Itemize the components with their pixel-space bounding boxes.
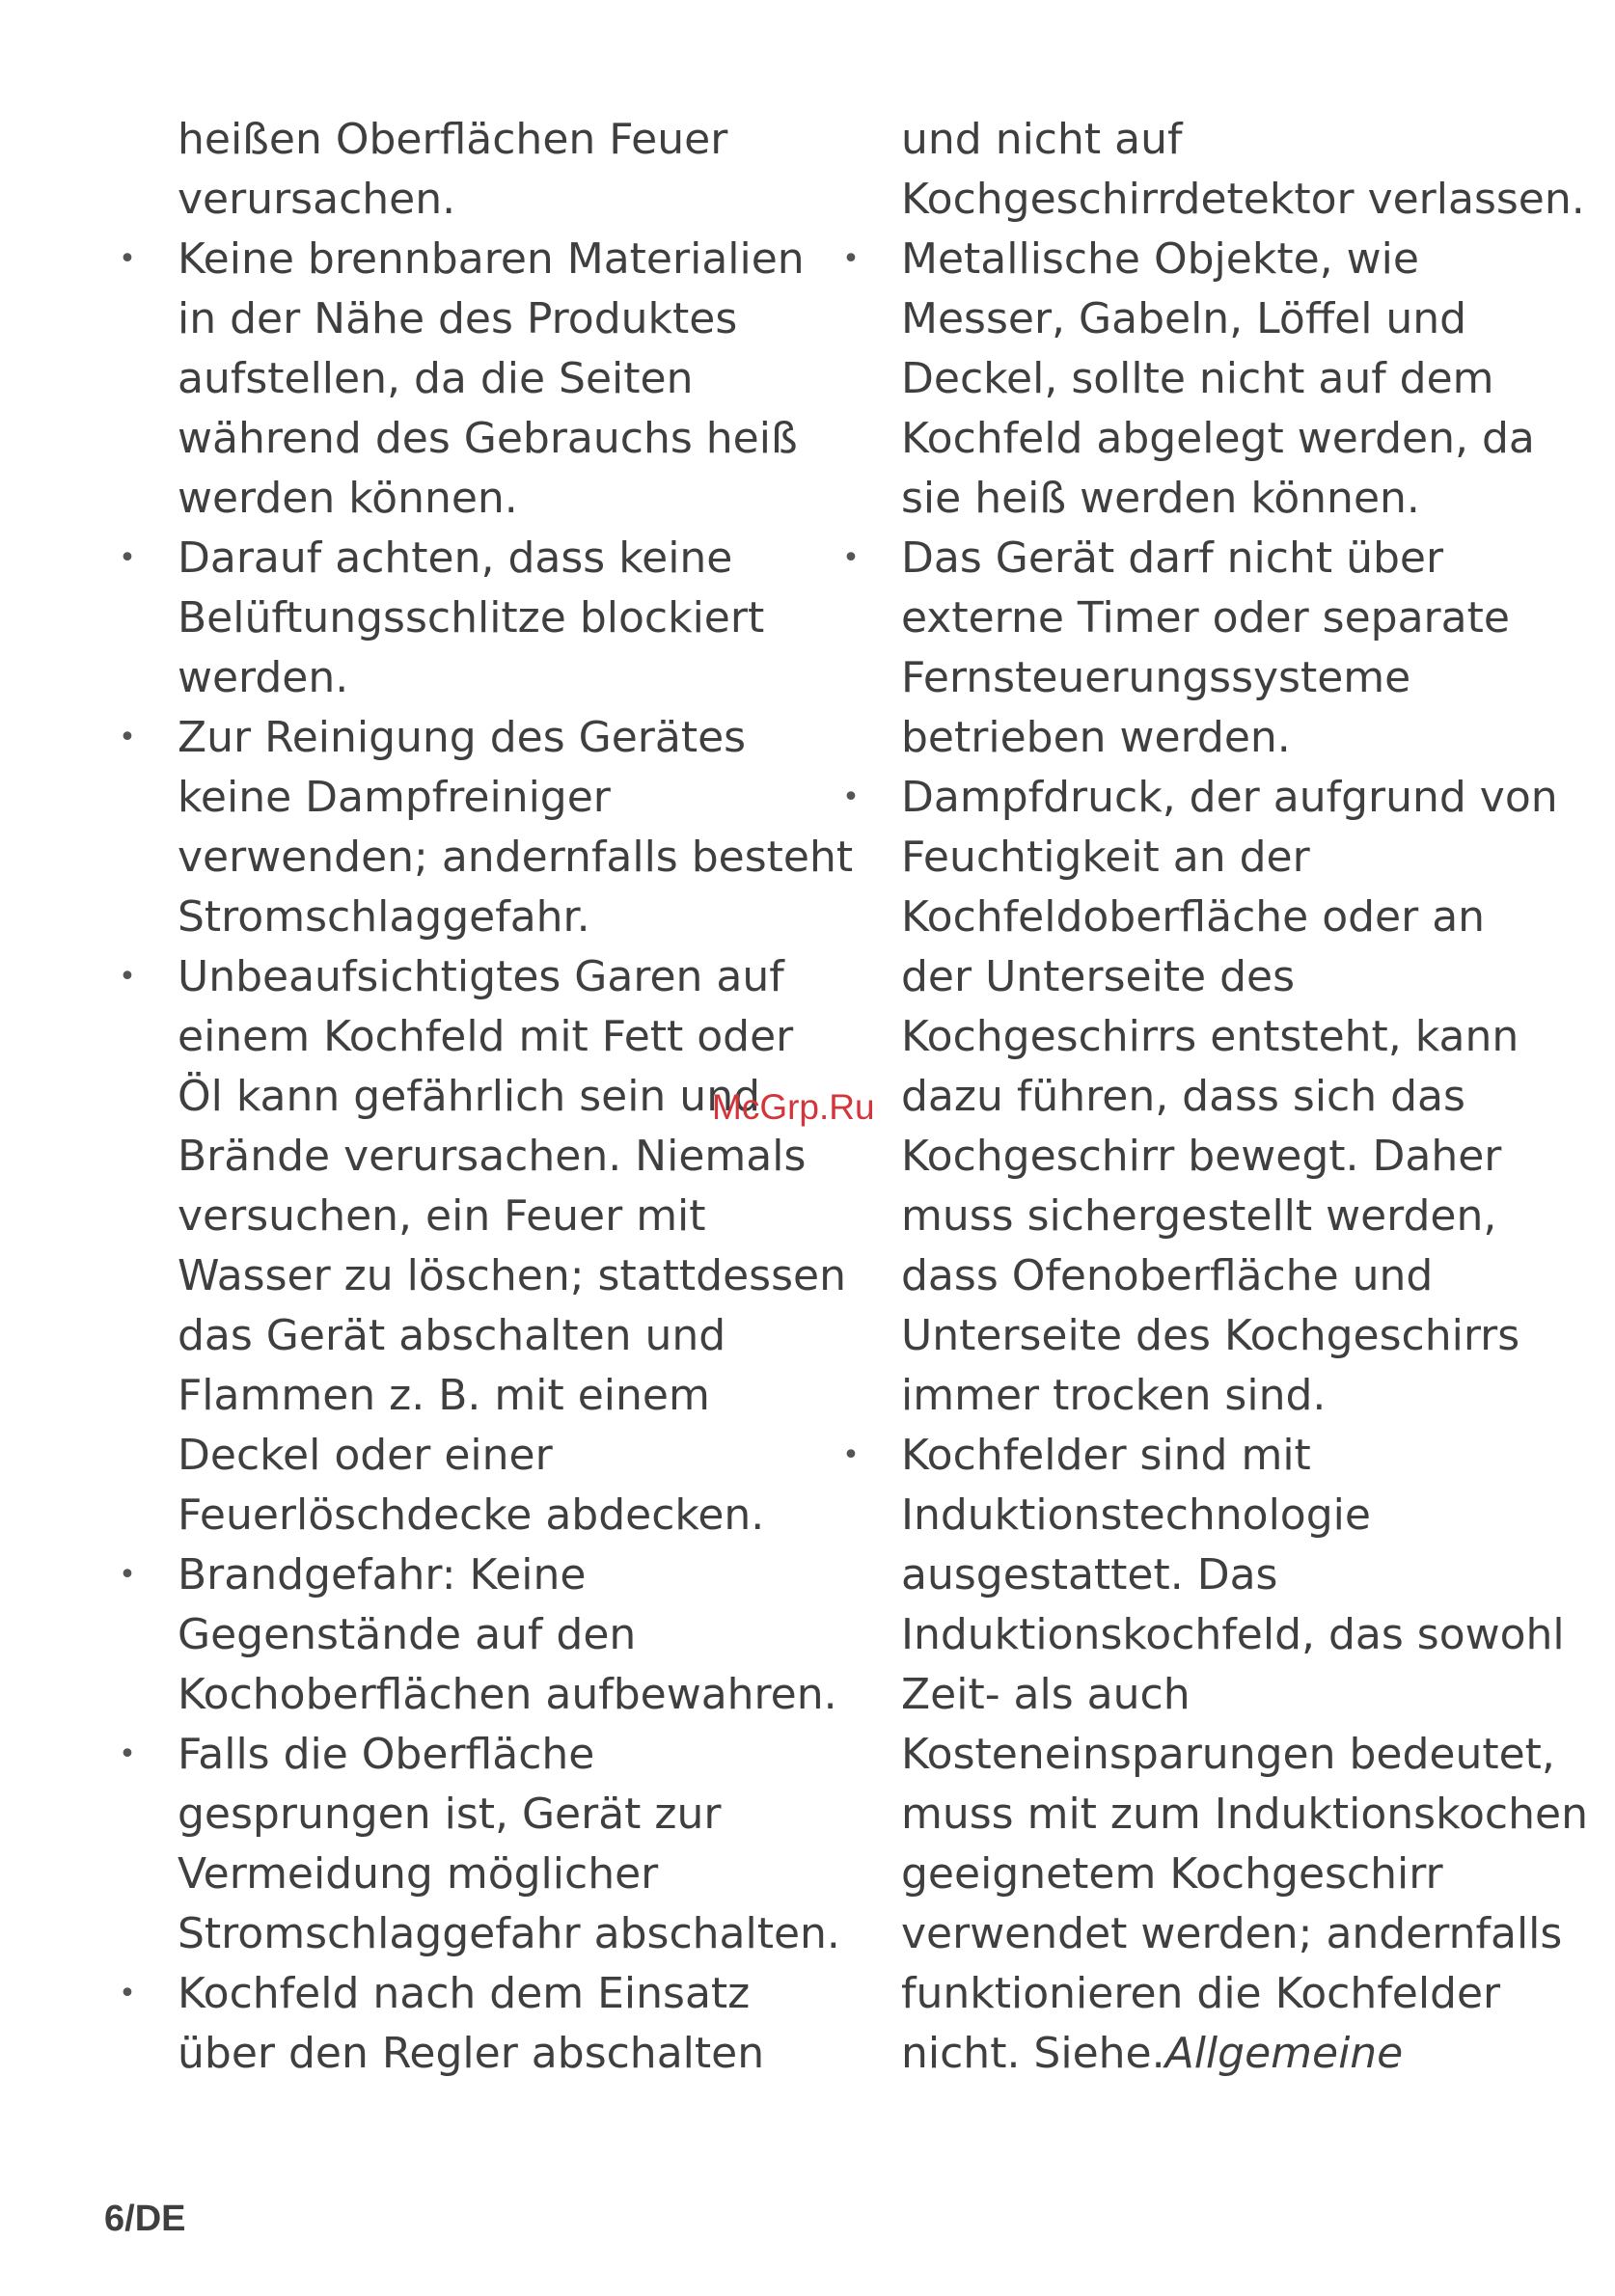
list-item-line: sie heiß werden können. [901, 474, 1420, 523]
list-item-line: während des Gebrauchs heiß [178, 414, 798, 463]
list-item-line: Feuchtigkeit an der [901, 833, 1310, 882]
list-item-line: muss mit zum Induktionskochen [901, 1790, 1588, 1839]
continuation-line: und nicht auf [901, 115, 1183, 164]
list-item-line: Deckel, sollte nicht auf dem [901, 354, 1494, 403]
list-item-line: Kochfeldoberfläche oder an [901, 892, 1486, 942]
list-item-line: werden. [178, 653, 349, 702]
list-item-line: Vermeidung möglicher [178, 1849, 659, 1899]
list-item-line: aufstellen, da die Seiten [178, 354, 694, 403]
page-number: 6/DE [104, 2199, 186, 2239]
list-item-line: Unbeaufsichtigtes Garen auf [178, 952, 784, 1001]
list-item-line: gesprungen ist, Gerät zur [178, 1790, 722, 1839]
bullet-icon: • [119, 960, 136, 994]
list-item-line: Kochoberflächen aufbewahren. [178, 1670, 837, 1719]
list-item-line [901, 2024, 1403, 2084]
list-item-line: Metallische Objekte, wie [901, 234, 1419, 284]
continuation-line: verursachen. [178, 175, 456, 224]
list-item-line: Brandgefahr: Keine [178, 1550, 587, 1599]
bullet-icon: • [119, 1737, 136, 1771]
watermark: McGrp.Ru [712, 1087, 875, 1127]
list-item-line: Feuerlöschdecke abdecken. [178, 1490, 765, 1540]
list-item-line: Kosteneinsparungen bedeutet, [901, 1730, 1555, 1779]
reference-section-title: Allgemeine [1164, 2029, 1404, 2078]
list-item-line: Zur Reinigung des Gerätes [178, 713, 747, 762]
list-item-line: Stromschlaggefahr. [178, 892, 590, 942]
list-item-line: einem Kochfeld mit Fett oder [178, 1012, 794, 1061]
list-item-line: dass Ofenoberfläche und [901, 1251, 1434, 1300]
list-item-line: geeignetem Kochgeschirr [901, 1849, 1443, 1899]
bullet-icon: • [842, 1438, 860, 1472]
continuation-line: Kochgeschirrdetektor verlassen. [901, 175, 1585, 224]
list-item-line: Unterseite des Kochgeschirrs [901, 1311, 1520, 1360]
list-item-line: Deckel oder einer [178, 1431, 553, 1480]
list-item-line: Falls die Oberfläche [178, 1730, 595, 1779]
bullet-icon: • [119, 541, 136, 575]
list-item-line: werden können. [178, 474, 518, 523]
list-item-line: über den Regler abschalten [178, 2029, 765, 2078]
bullet-icon: • [119, 242, 136, 276]
list-item-line: immer trocken sind. [901, 1371, 1327, 1420]
list-item-line: das Gerät abschalten und [178, 1311, 726, 1360]
list-item-line: Fernsteuerungssysteme [901, 653, 1411, 702]
list-item-line: Kochgeschirrs entsteht, kann [901, 1012, 1519, 1061]
list-item-line: funktionieren die Kochfelder [901, 1969, 1501, 2018]
list-item-line: dazu führen, dass sich das [901, 1072, 1465, 1121]
list-item-line: versuchen, ein Feuer mit [178, 1191, 706, 1241]
bullet-icon: • [119, 1558, 136, 1592]
reference-prefix: nicht. Siehe. [901, 2029, 1165, 2078]
list-item-line: Stromschlaggefahr abschalten. [178, 1909, 840, 1958]
list-item-line: Kochfelder sind mit [901, 1431, 1311, 1480]
list-item-line: Induktionstechnologie [901, 1490, 1371, 1540]
list-item-line: Kochgeschirr bewegt. Daher [901, 1132, 1502, 1181]
list-item-line: in der Nähe des Produktes [178, 294, 738, 343]
bullet-icon: • [119, 721, 136, 754]
list-item-line: der Unterseite des [901, 952, 1296, 1001]
bullet-icon: • [842, 242, 860, 276]
list-item-line: Kochfeld abgelegt werden, da [901, 414, 1535, 463]
list-item-line: Flammen z. B. mit einem [178, 1371, 710, 1420]
list-item-line: betrieben werden. [901, 713, 1291, 762]
list-item-line: Gegenstände auf den [178, 1610, 637, 1659]
list-item-line: Kochfeld nach dem Einsatz [178, 1969, 751, 2018]
list-item-line: Öl kann gefährlich sein und [178, 1072, 761, 1121]
list-item-line: Keine brennbaren Materialien [178, 234, 805, 284]
list-item-line: Dampfdruck, der aufgrund von [901, 773, 1558, 822]
list-item-line: verwenden; andernfalls besteht [178, 833, 854, 882]
list-item-line: externe Timer oder separate [901, 593, 1510, 642]
list-item-line: ausgestattet. Das [901, 1550, 1278, 1599]
bullet-icon: • [119, 1977, 136, 2010]
continuation-line: heißen Oberflächen Feuer [178, 115, 728, 164]
list-item-line: Wasser zu löschen; stattdessen [178, 1251, 846, 1300]
bullet-icon: • [842, 780, 860, 814]
list-item-line: Belüftungsschlitze blockiert [178, 593, 765, 642]
list-item-line: keine Dampfreiniger [178, 773, 611, 822]
list-item-line: Brände verursachen. Niemals [178, 1132, 807, 1181]
list-item-line: Das Gerät darf nicht über [901, 533, 1444, 583]
bullet-icon: • [842, 541, 860, 575]
list-item-line: Zeit- als auch [901, 1670, 1191, 1719]
list-item-line: verwendet werden; andernfalls [901, 1909, 1563, 1958]
list-item-line: muss sichergestellt werden, [901, 1191, 1497, 1241]
list-item-line: Induktionskochfeld, das sowohl [901, 1610, 1565, 1659]
list-item-line: Messer, Gabeln, Löffel und [901, 294, 1467, 343]
list-item-line: Darauf achten, dass keine [178, 533, 733, 583]
